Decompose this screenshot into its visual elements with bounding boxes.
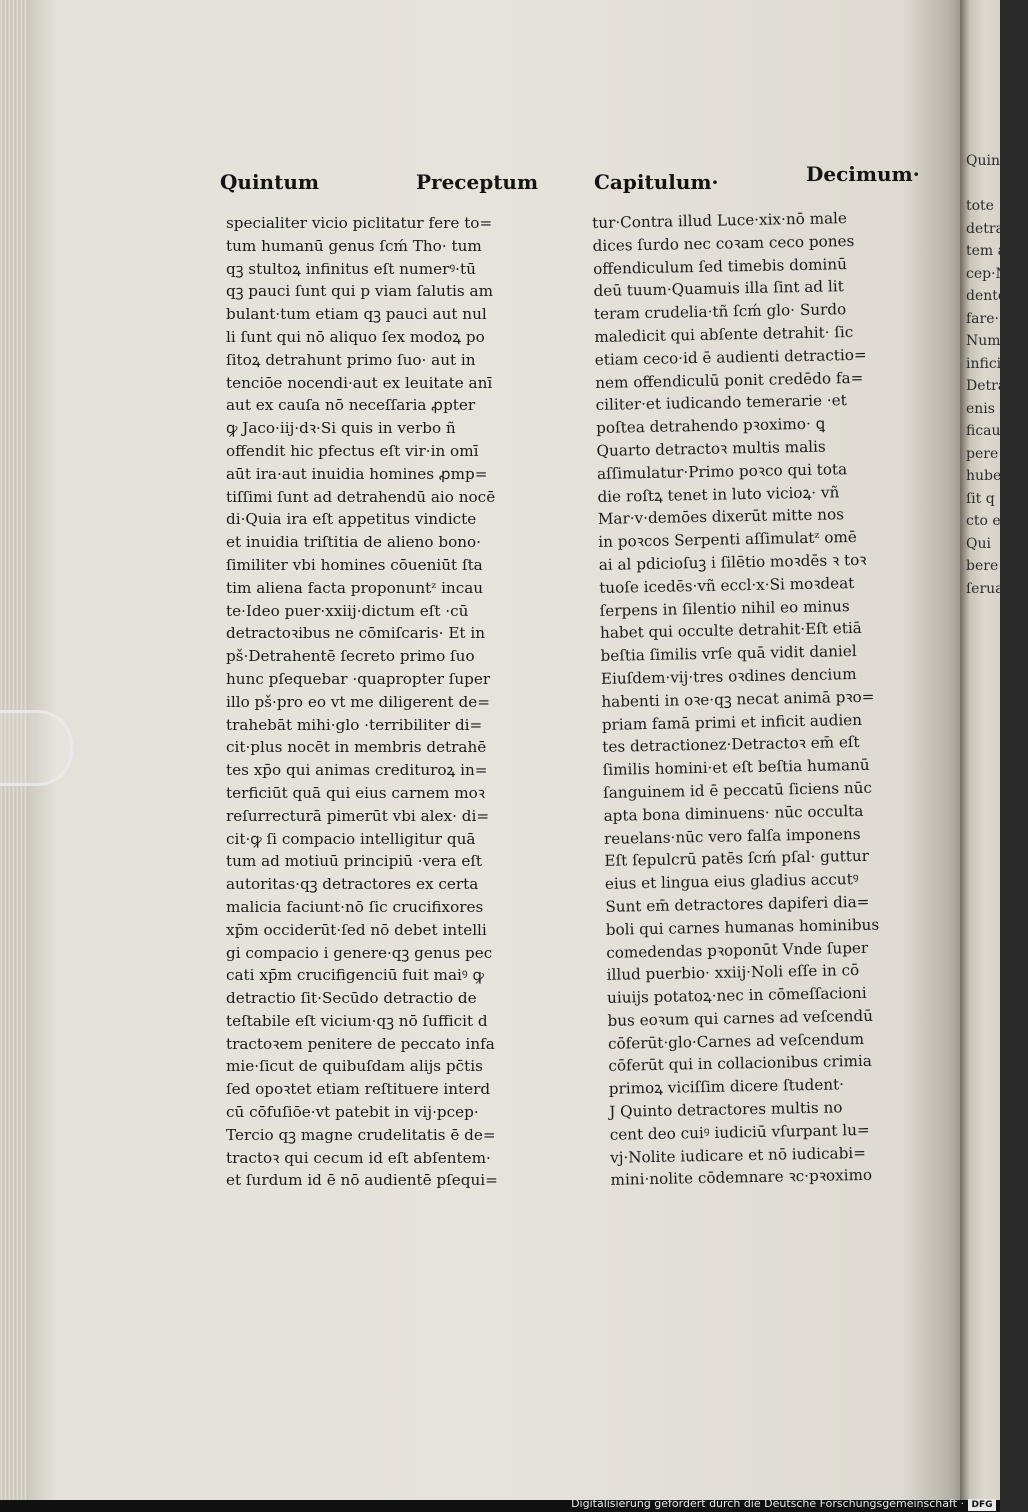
text-line: tiſſimi ſunt ad detrahendū aio nocē xyxy=(226,487,496,506)
text-line: Eiuſdem·vij·tres oꝛdines dencium xyxy=(600,664,857,688)
text-line: aut ex cauſa nō neceſſaria ꝓpter xyxy=(226,396,476,415)
text-line: te·Ideo puer·xxiij·dictum eſt ·cū xyxy=(226,601,469,620)
text-line: cōferūt·glo·Carnes ad veſcendum xyxy=(607,1029,865,1053)
next-page-line: Nume xyxy=(966,333,1009,349)
text-line: tractoꝛem penitere de peccato infa xyxy=(226,1034,495,1053)
text-line: ſimiliter vbi homines cōueniūt ſta xyxy=(226,555,483,574)
next-page-line: Detra xyxy=(966,378,1007,394)
text-line: ſitoꝝ detrahunt primo ſuo· aut in xyxy=(226,350,476,369)
dfg-logo: DFG xyxy=(968,1499,996,1511)
text-line: di·Quia ira eſt appetitus vindicte xyxy=(226,510,477,529)
text-line: offendit hic pfectus eſt vir·in omī xyxy=(226,441,479,460)
next-page-line: tem al xyxy=(966,243,1011,259)
next-page-line: Quintum xyxy=(966,153,1028,169)
text-line: cū cōfuſiōe·vt patebit in vij·pcep· xyxy=(226,1103,479,1122)
text-line: ſimilis homini·et eſt beſtia humanū xyxy=(602,755,870,780)
text-line: boli qui carnes humanas hominibus xyxy=(605,915,880,939)
next-page-line: huber xyxy=(966,468,1008,484)
text-line: ſerpens in ſilentio nihil eo minus xyxy=(599,596,850,620)
page-clip xyxy=(0,710,73,786)
text-line: die roſtꝝ tenet in luto vicioꝝ· vñ xyxy=(597,482,840,506)
text-line: ꝙ Jaco·iij·dꝛ·Si quis in verbo ñ xyxy=(226,419,456,438)
text-line: tim aliena facta proponuntᶻ incau xyxy=(226,578,484,597)
text-line: in poꝛcos Serpenti aſſimulatᶻ omē xyxy=(598,528,857,552)
text-line: et inuidia triſtitia de alieno bono· xyxy=(226,533,481,552)
header-center-left: Preceptum xyxy=(416,170,539,194)
text-line: ai al pdicioſuꝫ i ſilētio moꝛdēs ꝛ toꝛ xyxy=(598,550,867,574)
text-line: detractio ſit·Secūdo detractio de xyxy=(226,989,477,1008)
next-page-line: ſit q xyxy=(966,490,995,507)
text-line: qꝫ stultoꝝ infinitus eſt numerꝰ·tū xyxy=(226,259,476,278)
text-line: aſſimulatur·Primo poꝛco qui tota xyxy=(596,459,848,483)
left-text-column xyxy=(226,212,542,1192)
next-page-line: cto ei xyxy=(966,513,1006,529)
text-line: eius et lingua eius gladius accutꝰ xyxy=(604,870,859,893)
next-page-line: fare·S xyxy=(966,310,1009,327)
text-line: cent deo cuiꝰ iudiciū vſurpant lu= xyxy=(609,1120,870,1144)
text-line: pš·Detrahentē ſecreto primo ſuo xyxy=(226,647,475,666)
footer-credit: Digitalisierung gefördert durch die Deutsche Forschungsgemeinschaft · xyxy=(571,1497,964,1510)
next-page-line: cep·N xyxy=(966,265,1008,282)
text-line: offendiculum ſed timebis dominū xyxy=(592,254,848,278)
next-page-line: ficaur xyxy=(966,423,1008,439)
text-line: gi compacio i genere·qꝫ genus pec xyxy=(226,943,493,962)
text-line: tes xp̄o qui animas credituroꝝ in= xyxy=(226,761,488,780)
text-line: et ſurdum id ē nō audientē pſequi= xyxy=(226,1171,498,1190)
text-line: ſed opoꝛtet etiam reſtituere interd xyxy=(226,1080,491,1099)
text-line: reuelans·nūc vero falſa imponens xyxy=(603,824,861,848)
text-line: tenciōe nocendi·aut ex leuitate anī xyxy=(226,373,493,392)
text-line: Tercio qꝫ magne crudelitatis ē de= xyxy=(226,1125,496,1144)
text-line: malicia faciunt·nō ſic crucifixores xyxy=(226,897,484,916)
text-line: Sunt em̄ detractores dapiferi dia= xyxy=(605,892,870,916)
text-line: ſanguinem id ē peccatū ſiciens nūc xyxy=(602,778,873,802)
text-line: terficiūt quā qui eius carnem moꝛ xyxy=(226,783,485,802)
text-line: Mar·v·demōes dixerūt mitte nos xyxy=(597,505,845,529)
text-line: vj·Nolite iudicare et nō iudicabi= xyxy=(609,1143,867,1167)
text-line: detractoꝛibus ne cōmiſcaris· Et in xyxy=(226,624,485,643)
text-line: aūt ira·aut inuidia homines ꝓmp= xyxy=(226,464,488,483)
text-line: uiuijs potatoꝝ·nec in cōmeſſacioni xyxy=(606,983,867,1007)
header-center-right: Capitulum· xyxy=(594,170,719,194)
text-line: habenti in oꝛe·qꝫ necat animā pꝛo= xyxy=(601,687,875,711)
next-page-line: enis in xyxy=(966,400,1013,417)
next-page-line: bere xyxy=(966,558,999,574)
text-line: mie·ſicut de quibuſdam alijs pc̄tis xyxy=(226,1057,483,1076)
text-line: hunc pſequebar ·quapropter ſuper xyxy=(226,669,491,688)
text-line: habet qui occulte detrahit·Eſt etiā xyxy=(599,619,862,643)
next-page-line: ſerua xyxy=(966,580,1004,597)
text-line: Quarto detractoꝛ multis malis xyxy=(596,437,826,460)
text-line: deū tuum·Quamuis illa ſint ad lit xyxy=(593,277,844,301)
text-line: illud puerbio· xxiij·Noli eſſe in cō xyxy=(606,961,860,985)
text-line: Eſt ſepulcrū patēs ſcḿ pſal· guttur xyxy=(604,847,870,871)
text-line: teſtabile eſt vicium·qꝫ nō ſufficit d xyxy=(226,1011,488,1030)
next-page-line: Qui xyxy=(966,535,991,552)
text-line: reſurrecturā pimerūt vbi alex· di= xyxy=(226,806,490,825)
text-line: poſtea detrahendo pꝛoximo· ꝗ xyxy=(595,414,826,438)
text-line: J Quinto detractores multis no xyxy=(609,1098,843,1121)
text-line: teram crudelia·tñ ſcḿ glo· Surdo xyxy=(593,300,847,324)
right-text-column xyxy=(592,206,927,1192)
text-line: primoꝝ viciſſim dicere ſtudent· xyxy=(608,1075,845,1099)
text-line: autoritas·qꝫ detractores ex certa xyxy=(226,875,479,894)
text-line: bus eoꝛum qui carnes ad veſcendū xyxy=(607,1006,874,1030)
text-line: comedendas pꝛoponūt Vnde ſuper xyxy=(606,938,869,962)
text-line: cit·ꝙ ſi compacio intelligitur quā xyxy=(226,829,476,848)
next-page-line: detrahu xyxy=(966,220,1022,237)
text-line: specialiter vicio piclitatur fere to= xyxy=(226,214,493,232)
text-line: tur·Contra illud Luce·xix·nō male xyxy=(592,209,848,232)
text-line: illo pš·pro eo vt me diligerent de= xyxy=(226,692,490,711)
text-line: ciliter·et iudicando temerarie ·et xyxy=(595,391,847,415)
text-line: dices ſurdo nec coꝛam ceco pones xyxy=(592,231,855,255)
text-line: tuoſe icedēs·vñ eccl·x·Si moꝛdeat xyxy=(599,573,855,597)
text-line: priam famā primi et inficit audien xyxy=(601,710,863,734)
text-line: tractoꝛ qui cecum id eſt abſentem· xyxy=(226,1148,491,1167)
text-line: cit·plus nocēt in membris detrahē xyxy=(226,738,487,757)
text-line: maledicit qui abſente detrahit· ſic xyxy=(594,322,854,346)
text-line: apta bona diminuens· nūc occulta xyxy=(603,801,864,825)
text-line: bulant·tum etiam qꝫ pauci aut nul xyxy=(226,305,487,324)
running-header xyxy=(220,162,920,200)
next-page-edge xyxy=(960,0,1028,1500)
text-line: cati xp̄m crucifigenciū fuit maiꝰ ꝙ xyxy=(226,966,484,985)
text-line: trahebāt mihi·glo ·terribiliter di= xyxy=(226,715,483,734)
text-line: tum ad motiuū principiū ·vera eſt xyxy=(226,852,483,871)
next-page-line xyxy=(966,173,1026,196)
header-left: Quintum xyxy=(220,170,320,194)
next-page-line: pere xyxy=(966,445,999,462)
text-line: li ſunt qui nō aliquo ſex modoꝝ po xyxy=(226,327,485,346)
footer-bar xyxy=(0,1497,1000,1512)
next-page-line: dentes xyxy=(966,288,1014,304)
text-line: cōferūt qui in collacionibus crimia xyxy=(608,1052,873,1076)
text-line: nem offendiculū ponit credēdo fa= xyxy=(595,368,864,392)
text-line: xp̄m occiderūt·ſed nō debet intelli xyxy=(226,920,487,939)
text-line: etiam ceco·id ē audienti detractio= xyxy=(594,345,867,369)
text-line: tum humanū genus ſcḿ Tho· tum xyxy=(226,236,482,255)
text-line: mini·nolite cōdemnare ꝛc·pꝛoximo xyxy=(610,1166,873,1190)
text-line: qꝫ pauci ſunt qui p viam ſalutis am xyxy=(226,282,493,301)
next-page-text xyxy=(966,150,1026,600)
header-right: Decimum· xyxy=(806,162,920,186)
next-page-line: tote xyxy=(966,198,994,214)
text-line: tes detractionez·Detractoꝛ em̄ eſt xyxy=(602,733,860,757)
next-page-line: inficit xyxy=(966,355,1007,372)
text-line: beſtia ſimilis vrſe quā vidit daniel xyxy=(600,642,857,666)
